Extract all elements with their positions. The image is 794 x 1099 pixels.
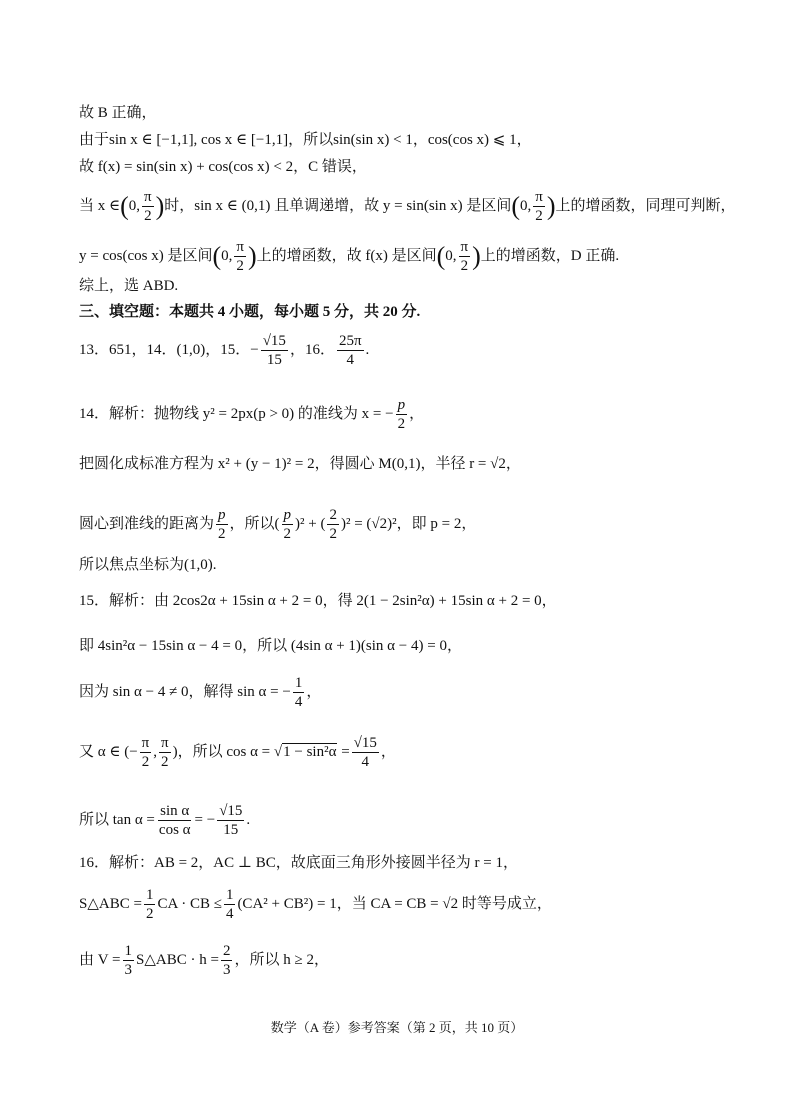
frac-pi-2	[142, 188, 154, 225]
paren-open: (	[212, 241, 222, 271]
frac-num: π	[236, 239, 244, 255]
p16-2c: (CA² + CB²) = 1，当 CA = CB = √2 时等号成立，	[237, 895, 552, 912]
p15-line-3	[79, 674, 321, 711]
frac-num: 2	[222, 943, 231, 959]
p14-line-2: 把圆化成标准方程为 x² + (y − 1)² = 2，得圆心 M(0,1)，半径 r = √2，	[79, 456, 521, 472]
p15-5b: = −	[194, 811, 216, 828]
section-heading: 三、填空题：本题共 4 小题，每小题 5 分，共 20 分.	[79, 304, 421, 320]
line-4-a: 当 x ∈	[79, 197, 121, 214]
p15-5c: .	[246, 811, 251, 828]
p16-3a: 由 V =	[79, 951, 121, 968]
line-2: 由于sin x ∈ [−1,1], cos x ∈ [−1,1]，所以sin(sin x) < 1，cos(cos x) ⩽ 1，	[79, 132, 532, 148]
line-6: 综上，选 ABD.	[79, 278, 179, 294]
p15-4a: 又 α ∈ (−	[79, 743, 138, 760]
frac-den: 2	[283, 526, 292, 542]
paren-open: (	[511, 191, 521, 221]
frac-den: 3	[222, 962, 231, 978]
frac-pi-2	[234, 238, 246, 275]
answers-line	[79, 332, 369, 369]
interval-0: 0,	[520, 197, 532, 214]
frac-num: 25π	[338, 333, 362, 349]
frac-num: p	[283, 507, 292, 523]
frac-num: sin α	[160, 803, 190, 819]
p16-3c: ，所以 h ≥ 2，	[234, 951, 329, 968]
frac-1-3	[123, 942, 135, 979]
answers-a: 13．651，14．(1,0)，15．−	[79, 341, 259, 358]
frac-num: π	[460, 239, 469, 255]
frac-den: 4	[346, 352, 354, 368]
frac-pi-2	[140, 734, 152, 771]
p14-3a: 圆心到准线的距离为	[79, 515, 215, 532]
frac-num: √15	[353, 735, 377, 751]
frac-pi-2	[159, 734, 171, 771]
p16-line-2	[79, 886, 552, 923]
paren-open: (	[436, 241, 446, 271]
frac-pi-2	[533, 188, 545, 225]
p14-1a: 14．解析：抛物线 y² = 2px(p > 0) 的准线为 x = −	[79, 405, 394, 422]
p15-4e: ，	[380, 743, 396, 760]
frac-p-2	[216, 506, 228, 543]
frac-1-2	[144, 886, 156, 923]
frac-num: π	[141, 735, 150, 751]
p16-3b: S△ABC · h =	[136, 951, 219, 968]
p15-line-5	[79, 802, 250, 839]
p15-3a: 因为 sin α − 4 ≠ 0，解得 sin α = −	[79, 683, 291, 700]
interval-0: 0,	[128, 197, 141, 214]
frac-num: π	[161, 735, 169, 751]
frac-num: 1	[294, 675, 303, 691]
frac-den: 2	[329, 526, 337, 542]
p15-4c: )，所以 cos α =	[172, 743, 271, 760]
p14-line-3	[79, 506, 476, 543]
frac-sqrt15-4	[352, 734, 379, 771]
p15-line-4	[79, 734, 396, 771]
p16-line-3	[79, 942, 329, 979]
frac-num: 1	[124, 943, 133, 959]
frac-den: 2	[236, 258, 244, 274]
frac-num: √15	[262, 333, 286, 349]
frac-den: 2	[535, 208, 543, 224]
frac-num: 1	[225, 887, 234, 903]
p14-3b: ，所以(	[229, 515, 280, 532]
frac-den: 3	[124, 962, 133, 978]
line-5	[79, 238, 619, 275]
p15-line-2: 即 4sin²α − 15sin α − 4 = 0，所以 (4sin α + 1)(sin α − 4) = 0，	[79, 638, 462, 654]
frac-den: 2	[460, 258, 469, 274]
frac-num: 2	[329, 507, 337, 523]
frac-num: π	[144, 189, 152, 205]
frac-1-4	[224, 886, 236, 923]
frac-sqrt15-15	[217, 802, 244, 839]
p14-1b: ，	[409, 405, 425, 422]
page-footer: 数学（A 卷）参考答案（第 2 页，共 10 页）	[270, 1020, 524, 1035]
sqrt-expression: √1 − sin²α	[273, 743, 337, 760]
line-4-b: 时，sin x ∈ (0,1) 且单调递增，故 y = sin(sin x) 是区间	[164, 197, 512, 214]
frac-1-4	[293, 674, 305, 711]
line-3: 故 f(x) = sin(sin x) + cos(cos x) < 2，C 错误，	[79, 159, 367, 175]
answers-b: ，16．	[289, 341, 335, 358]
paren-close: )	[472, 241, 481, 271]
frac-2-3	[221, 942, 233, 979]
p16-2b: CA · CB ≤	[157, 895, 222, 912]
frac-p-2	[396, 396, 408, 433]
frac-sin-cos	[157, 802, 193, 839]
p14-3d: )² = (√2)²，即 p = 2，	[340, 515, 477, 532]
p14-line-4: 所以焦点坐标为(1,0).	[79, 557, 217, 573]
paren-close: )	[247, 241, 257, 271]
frac-num: p	[397, 397, 406, 413]
line-5-c: 上的增函数，D 正确.	[480, 247, 620, 264]
frac-den: 15	[223, 822, 239, 838]
frac-den: 2	[161, 754, 169, 770]
radicand: 1 − sin²α	[283, 743, 337, 760]
p14-3c: )² + (	[295, 515, 326, 532]
frac-num: π	[535, 189, 543, 205]
frac-den: 15	[266, 352, 282, 368]
p15-5a: 所以 tan α =	[79, 811, 155, 828]
p15-3b: ，	[306, 683, 322, 700]
paren-close: )	[546, 191, 556, 221]
frac-den: 4	[361, 754, 370, 770]
line-1: 故 B 正确，	[79, 105, 157, 121]
p16-line-1: 16．解析：AB = 2，AC ⊥ BC，故底面三角形外接圆半径为 r = 1，	[79, 855, 518, 871]
frac-den: 2	[218, 526, 226, 542]
frac-num: 1	[145, 887, 154, 903]
line-4	[79, 188, 736, 225]
frac-den: 2	[397, 416, 406, 432]
interval-0: 0,	[221, 247, 233, 264]
interval-0: 0,	[445, 247, 457, 264]
answers-c: .	[365, 341, 370, 358]
frac-num: √15	[219, 803, 243, 819]
frac-25pi-4	[337, 332, 364, 369]
frac-den: cos α	[158, 822, 191, 838]
line-5-b: 上的增函数，故 f(x) 是区间	[256, 247, 437, 264]
frac-num: p	[218, 507, 226, 523]
frac-den: 4	[294, 694, 303, 710]
frac-p-2	[282, 506, 294, 543]
paren-open: (	[120, 191, 129, 221]
p15-4d: =	[341, 743, 350, 760]
frac-pi-2	[459, 238, 471, 275]
frac-den: 2	[145, 906, 154, 922]
p16-2a: S△ABC =	[79, 895, 142, 912]
frac-den: 2	[141, 754, 150, 770]
frac-den: 2	[144, 208, 152, 224]
p15-4b: ,	[153, 743, 157, 760]
frac-sqrt15-15	[261, 332, 288, 369]
p15-line-1: 15．解析：由 2cos2α + 15sin α + 2 = 0，得 2(1 − 2sin²α) + 15sin α + 2 = 0，	[79, 593, 557, 609]
line-5-a: y = cos(cos x) 是区间	[79, 247, 213, 264]
frac-2-2	[327, 506, 339, 543]
line-4-c: 上的增函数，同理可判断，	[555, 197, 736, 214]
p14-line-1	[79, 396, 424, 433]
frac-den: 4	[225, 906, 234, 922]
paren-close: )	[155, 191, 165, 221]
